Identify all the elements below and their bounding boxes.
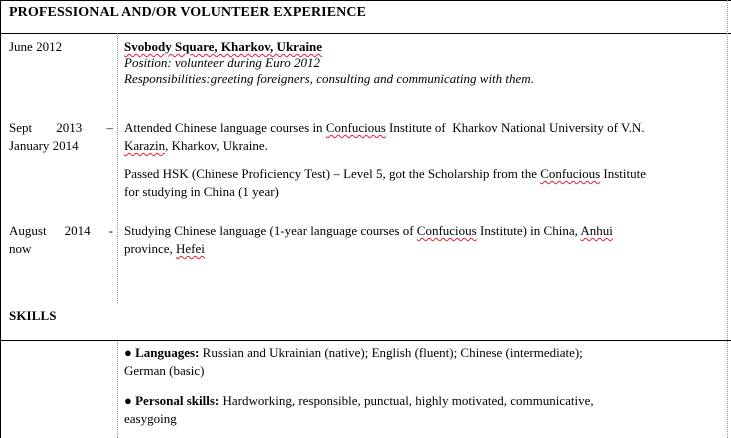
entry-text-marked: Confucious [540, 166, 601, 181]
heading-row-border [0, 33, 731, 34]
skill-item [124, 344, 714, 380]
skill-text: Hardworking, responsible, punctual, highly motivated, communicative, [219, 393, 594, 408]
experience-heading: PROFESSIONAL AND/OR VOLUNTEER EXPERIENCE [9, 5, 367, 20]
column-divider [117, 33, 118, 303]
skill-label: Personal skills: [135, 393, 220, 408]
entry-date-line: Sept 2013 – [9, 120, 113, 135]
experience-entry [124, 119, 724, 201]
experience-entry [124, 222, 724, 258]
table-right-dotted [727, 0, 728, 438]
skill-text: Russian and Ukrainian (native); English (fluent); Chinese (intermediate); [199, 345, 583, 360]
skill-label: Languages: [135, 345, 200, 360]
entry-line [124, 240, 724, 258]
entry-position: Position: volunteer during Euro 2012 [124, 55, 320, 70]
entry-text: Institute of Kharkov National University of V.N. [385, 120, 645, 135]
table-top-border [0, 0, 731, 1]
column-divider-skills [117, 341, 118, 438]
skill-line [124, 344, 714, 362]
entry-line: for studying in China (1 year) [124, 184, 279, 199]
entry-text: Studying Chinese language (1-year language courses of [124, 223, 417, 238]
bullet-icon: ● [124, 345, 132, 360]
skills-heading: SKILLS [9, 308, 57, 323]
entry-text-marked: Hefei [175, 241, 205, 256]
skill-line [124, 392, 714, 410]
entry-date [9, 222, 113, 258]
entry-date [9, 119, 113, 155]
skills-heading-border [0, 340, 731, 341]
skill-line: German (basic) [124, 363, 205, 378]
table-left-border [0, 0, 1, 438]
entry-line [124, 137, 724, 155]
entry-text-marked: Confucious [325, 120, 386, 135]
entry-text-marked: Anhui [580, 223, 613, 238]
entry-line [124, 222, 724, 240]
entry-line [124, 119, 724, 137]
entry-date-line: now [9, 241, 32, 256]
entry-date-line: January 2014 [9, 138, 79, 153]
experience-entry [124, 38, 724, 88]
entry-text: Attended Chinese language courses in [124, 120, 326, 135]
entry-text: Institute [600, 166, 647, 181]
entry-text-marked: Confucious [416, 223, 477, 238]
entry-text: province, [124, 241, 176, 256]
skills-list [124, 344, 714, 428]
entry-text: Institute) in China, [476, 223, 581, 238]
entry-line [124, 165, 724, 183]
bullet-icon: ● [124, 393, 132, 408]
entry-place-text: Svobody Square, Kharkov, Ukraine [124, 39, 323, 54]
entry-date-line: August 2014 - [9, 223, 113, 238]
entry-text: , Kharkov, Ukraine. [165, 138, 268, 153]
entry-text-marked: Karazin [124, 138, 166, 153]
entry-responsibilities: Responsibilities:greeting foreigners, consulting and communicating with them. [124, 71, 534, 86]
skill-item [124, 392, 714, 428]
entry-text: Passed HSK (Chinese Proficiency Test) – Level 5, got the Scholarship from the [124, 166, 541, 181]
skill-line: easygoing [124, 411, 177, 426]
entry-date: June 2012 [9, 39, 63, 54]
